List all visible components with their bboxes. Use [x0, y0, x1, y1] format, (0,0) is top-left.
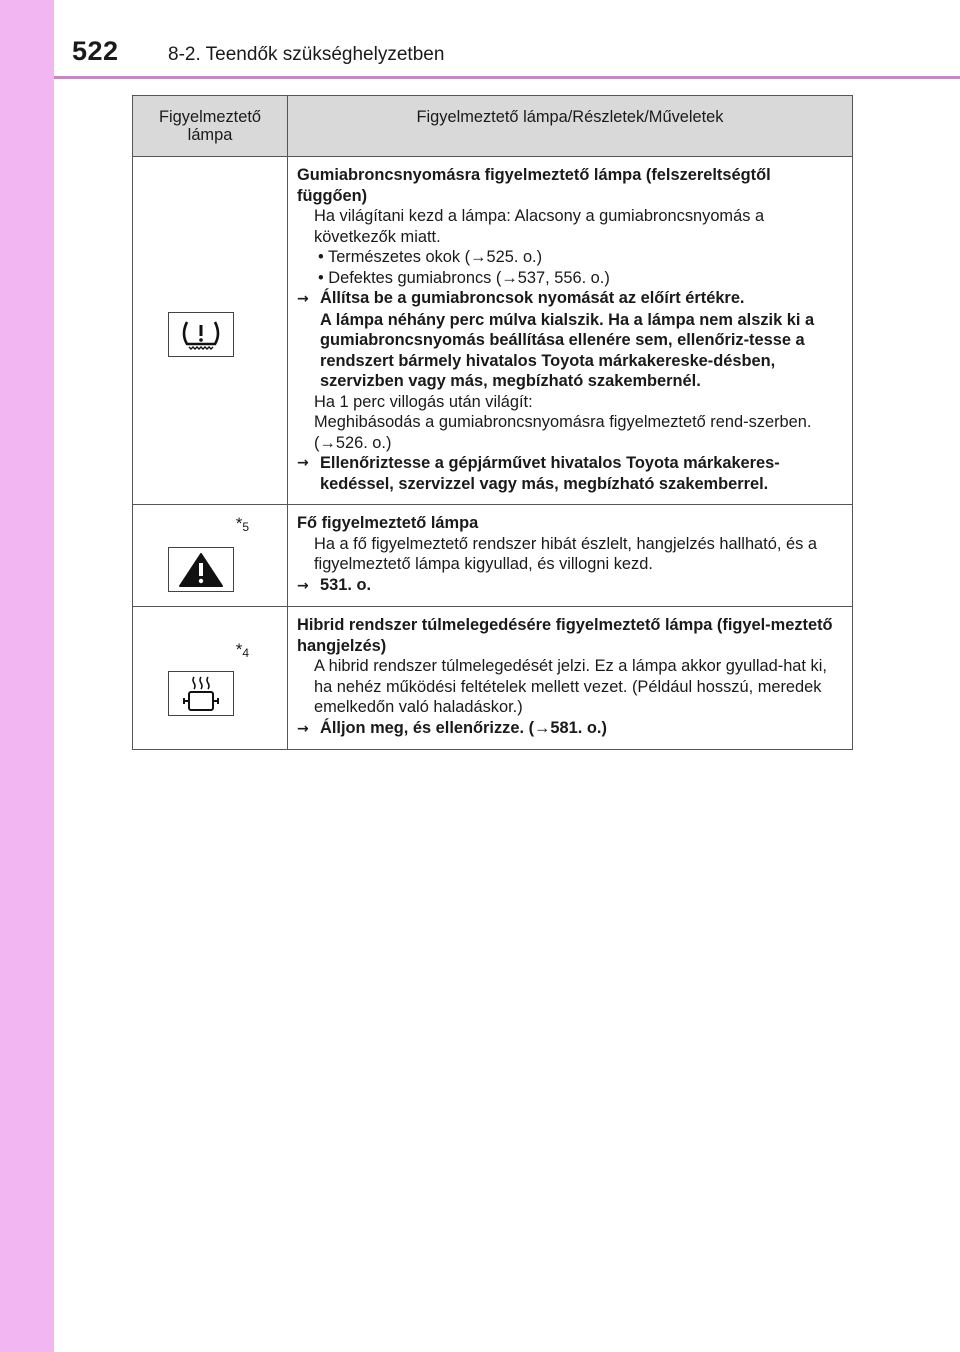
- tire-pressure-warning-icon: [168, 312, 234, 357]
- paragraph: Meghibásodás a gumiabroncsnyomásra figyelmeztető rend-szerben. (→526. o.): [314, 413, 812, 452]
- side-color-band: [0, 0, 54, 1352]
- action-item: [297, 718, 842, 740]
- details-cell: [288, 505, 853, 607]
- action-text: Állítsa be a gumiabroncsok nyomását az előírt értékre.: [320, 289, 745, 307]
- details-cell: [288, 607, 853, 750]
- details-cell: [288, 157, 853, 505]
- paragraph: Ha 1 perc villogás után világít:: [314, 392, 533, 411]
- table-row: [133, 607, 853, 750]
- action-item: [297, 453, 842, 494]
- bullet-item: • Természetes okok (→525. o.): [318, 248, 543, 266]
- table-row: [133, 157, 853, 505]
- action-item: [297, 288, 842, 310]
- arrow-icon: →: [297, 577, 309, 594]
- header-divider: [54, 76, 960, 79]
- footnote-mark: $*_4$: [235, 640, 249, 660]
- arrow-icon: →: [297, 455, 309, 471]
- hybrid-overheat-icon: [168, 671, 234, 716]
- action-text: Ellenőriztesse a gépjárművet hivatalos Toyota márkakeres-kedéssel, szervizzel vagy más, megbízható szakemberrel.: [320, 454, 780, 493]
- table-row: [133, 505, 853, 607]
- lamp-title: Hibrid rendszer túlmelegedésére figyelmeztető lámpa (figyel-meztető hangjelzés): [297, 616, 833, 655]
- paragraph: Ha világítani kezd a lámpa: Alacsony a gumiabroncsnyomás a következők miatt.: [314, 207, 765, 246]
- header-details: Figyelmeztető lámpa/Részletek/Műveletek: [288, 96, 853, 157]
- action-item: [297, 575, 842, 597]
- arrow-icon: →: [297, 291, 309, 307]
- page-number: 522: [72, 36, 119, 66]
- lamp-cell: [133, 607, 288, 750]
- action-detail: A lámpa néhány perc múlva kialszik. Ha a lámpa nem alszik ki a gumiabroncsnyomás beállítása ellenére sem, ellenőriz-tesse a rendszert bármely hivatalos Toyota márkakereske-désben, szervizben vagy más, megbízható szakembernél.: [320, 310, 815, 390]
- master-warning-icon: [168, 547, 234, 592]
- lamp-title: Gumiabroncsnyomásra figyelmeztető lámpa (felszereltségtől függően): [297, 166, 771, 205]
- lamp-title: Fő figyelmeztető lámpa: [297, 514, 479, 532]
- table-header-row: [133, 96, 853, 157]
- footnote-mark: $*_5$: [235, 514, 249, 534]
- lamp-cell: [133, 157, 288, 505]
- arrow-icon: →: [297, 720, 309, 737]
- paragraph: Ha a fő figyelmeztető rendszer hibát észlelt, hangjelzés hallható, és a figyelmeztető lámpa kigyullad, és villogni kezd.: [314, 534, 817, 573]
- warning-lamp-table: [132, 95, 853, 750]
- paragraph: A hibrid rendszer túlmelegedését jelzi. Ez a lámpa akkor gyullad-hat ki, ha nehéz működési feltételek mellett vezet. (Például hosszú, meredek emelkedőn való haladáskor.): [314, 657, 827, 716]
- bullet-item: • Defektes gumiabroncs (→537, 556. o.): [318, 268, 610, 287]
- header-lamp: Figyelmeztető lámpa: [133, 96, 288, 157]
- action-text: Álljon meg, és ellenőrizze. (→581. o.): [320, 718, 607, 737]
- lamp-cell: [133, 505, 288, 607]
- section-title: 8-2. Teendők szükséghelyzetben: [168, 44, 445, 65]
- action-text: 531. o.: [320, 575, 372, 594]
